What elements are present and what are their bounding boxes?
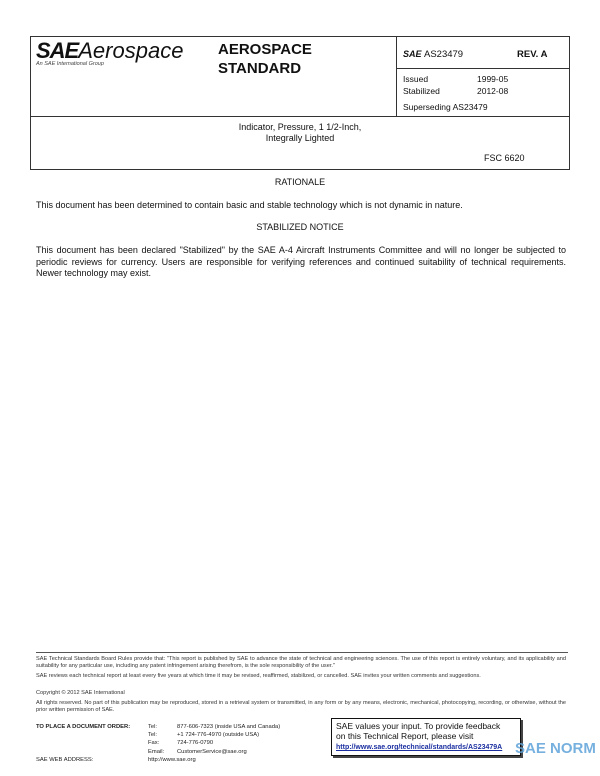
- tel-label: Tel:: [148, 724, 158, 730]
- stabilized-label: Stabilized: [403, 86, 440, 96]
- document-type: AEROSPACE STANDARD: [218, 41, 312, 77]
- email-label: Email:: [148, 749, 165, 755]
- footer-review: SAE reviews each technical report at least every five years at which time it may be revised, reaffirmed, stabilized, or cancelled. SAE invites your written comments and suggestions.: [36, 673, 481, 679]
- order-label: TO PLACE A DOCUMENT ORDER:: [36, 724, 131, 730]
- sae-mark: SAE: [403, 49, 422, 59]
- rationale-heading: RATIONALE: [274, 177, 326, 187]
- footer-rights: All rights reserved. No part of this publication may be reproduced, stored in a retrieval system or transmitted, in any form or by any means, electronic, mechanical, photocopying, recording, or otherwise, without the prior written permission of SAE.: [36, 700, 566, 713]
- sae-aerospace-logo: SAEAerospace: [36, 38, 184, 63]
- stabilized-heading: STABILIZED NOTICE: [256, 222, 344, 232]
- footer-rules: SAE Technical Standards Board Rules provide that: "This report is published by SAE to advance the state of technical and engineering sciences. The use of this report is entirely voluntary, and its applicability and suitability for any particular use, including any patent infringement arising therefrom, is the sole responsibility of the user.": [36, 656, 566, 669]
- tel-1: 877-606-7323 (inside USA and Canada): [177, 724, 281, 730]
- footer-divider: [36, 652, 568, 653]
- logo-subtitle: An SAE International Group: [36, 61, 104, 67]
- divider: [396, 36, 397, 116]
- divider: [396, 68, 570, 69]
- divider: [30, 116, 570, 117]
- email-link[interactable]: CustomerService@sae.org: [177, 749, 247, 755]
- feedback-text: on this Technical Report, please visit: [336, 731, 474, 741]
- footer-copyright: Copyright © 2012 SAE International: [36, 690, 125, 696]
- stabilized-text: This document has been declared "Stabilized" by the SAE A-4 Aircraft Instruments Committee and will no longer be subjected to periodic reviews for currency. Users are responsible for verifying references and continued suitability of technical requirements. Newer technology may exist.: [36, 245, 566, 278]
- feedback-link[interactable]: http://www.sae.org/technical/standards/AS23479A: [336, 744, 503, 751]
- issued-label: Issued: [403, 74, 429, 84]
- feedback-text: SAE values your input. To provide feedback: [336, 721, 501, 731]
- tel-2: +1 724-776-4970 (outside USA): [177, 732, 260, 738]
- rationale-text: This document has been determined to contain basic and stable technology which is not dynamic in nature.: [36, 200, 463, 210]
- web-link[interactable]: http://www.sae.org: [148, 757, 196, 763]
- fsc-code: FSC 6620: [484, 153, 525, 163]
- superseding: Superseding AS23479: [403, 102, 488, 112]
- tel-label: Tel:: [148, 732, 158, 738]
- fax-label: Fax:: [148, 740, 160, 746]
- document-title: Indicator, Pressure, 1 1/2-Inch, Integrally Lighted: [238, 122, 362, 143]
- web-label: SAE WEB ADDRESS:: [36, 757, 94, 763]
- revision: REV. A: [517, 49, 548, 60]
- issued-value: 1999-05: [477, 74, 509, 84]
- watermark-logo: SAE NORM: [515, 740, 596, 757]
- stabilized-value: 2012-08: [477, 86, 509, 96]
- document-number: AS23479: [424, 49, 464, 60]
- feedback-box: [331, 718, 521, 756]
- fax: 724-776-0790: [177, 740, 214, 746]
